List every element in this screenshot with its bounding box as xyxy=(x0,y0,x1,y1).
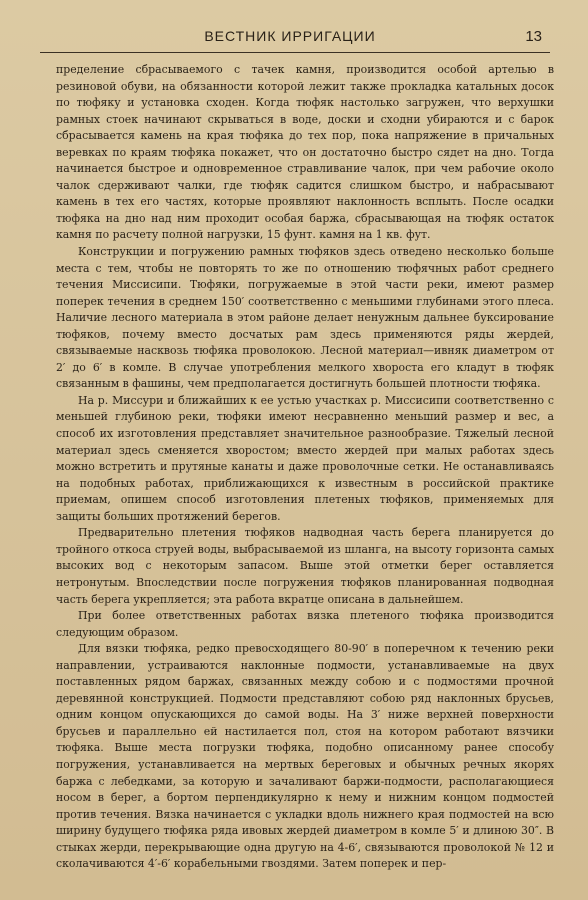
page-header xyxy=(40,26,550,52)
page-number: 13 xyxy=(525,28,542,45)
paragraph: пределение сбрасываемого с тачек камня, производится особой артелью в резиновой обуви, на обязанности которой лежит также прокладка катальных досок по тюфяку и установка сходен. Когда тюфяк настолько загружен, что верхушки рамных стоек начинают скрываться в воде, доски и сходни убираются и с барок сбрасывается камень на края тюфяка до тех пор, пока напряжение в причальных веревках по краям тюфяка покажет, что он достаточно быстро сядет на дно. Тогда начинается быстрое и одновременное стравливание чалок, при чем рабочие около чалок сдерживают чалки, где тюфяк садится слишком быстро, и набрасывают камень в тех его частях, которые проявляют наклонность всплыть. После осадки тюфяка на дно над ним проходит особая баржа, сбрасывающая на тюфяк остаток камня по расчету полной нагрузки, 15 фунт. камня на 1 кв. фут. xyxy=(56,63,554,242)
paragraph: Предварительно плетения тюфяков надводная часть берега планируется до тройного откоса струей воды, выбрасываемой из шланга, на высоту горизонта самых высоких вод с некоторым запасом. Выше этой отметки берег оставляется нетронутым. Впоследствии после погружения тюфяков планированная подводная часть берега укрепляется; эта работа вкратце описана в дальнейшем. xyxy=(56,526,554,606)
paragraph: Конструкции и погружению рамных тюфяков здесь отведено несколько больше места с тем, чтобы не повторять то же по отношению тюфячных работ среднего течения Миссисипи. Тюфяки, погружаемые в этой части реки, имеют размер поперек течения в среднем 150′ соответственно с меньшими глубинами этого плеса. Наличие лесного материала в этом районе делает ненужным дальнее буксирование тюфяков, почему вместо досчатых рам здесь применяются ряды жердей, связываемые насквозь тюфяка проволокою. Лесной материал—ивняк диаметром от 2′ до 6′ в комле. В случае употребления мелкого хвороста его кладут в тюфяк связанным в фашины, чем предполагается достигнуть большей плотности тюфяка. xyxy=(56,245,554,391)
paragraph: При более ответственных работах вязка плетеного тюфяка производится следующим образом. xyxy=(56,609,554,639)
header-rule xyxy=(40,52,550,53)
paragraph: На р. Миссури и ближайших к ее устью участках р. Миссисипи соответственно с меньшей глубиною реки, тюфяки имеют несравненно меньший размер и вес, а способ их изготовления представляет значительное разнообразие. Тяжелый лесной материал здесь сменяется хворостом; вместо жердей при малых работах здесь можно встретить и прутяные канаты и даже проволочные сетки. Не останавливаясь на подобных работах, приближающихся к известным в российской практике приемам, опишем способ изготовления плетеных тюфяков, применяемых для защиты больших протяжений берегов. xyxy=(56,393,554,523)
paragraph: Для вязки тюфяка, редко превосходящего 80-90′ в поперечном к течению реки направлении, устраиваются наклонные подмости, устанавливаемые на двух поставленных рядом баржах, связанных между собою и с подмостями прочной деревянной конструкцией. Подмости представляют собою ряд наклонных брусьев, одним концом опускающихся до самой воды. На 3′ ниже верхней поверхности брусьев и параллельно ей настилается пол, стоя на котором работают вязчики тюфяка. Выше места погрузки тюфяка, подобно описанному ранее способу погружения, устанавливается на мертвых береговых и обычных речных якорях баржа с лебедками, за которую и зачаливают баржи-подмости, располагающиеся носом в берег, а бортом перпендикулярно к нему и нижним концом подмостей против течения. Вязка начинается с укладки вдоль нижнего края подмостей на всю ширину будущего тюфяка ряда ивовых жердей диаметром в комле 5′ и длиною 30″. В стыках жерди, перекрывающие одна другую на 4-6′, связываются проволокой № 12 и сколачиваются 4′-6′ корабельными гвоздями. Затем поперек и пер- xyxy=(56,642,554,871)
body-text xyxy=(56,62,554,873)
running-title: ВЕСТНИК ИРРИГАЦИИ xyxy=(204,28,376,44)
